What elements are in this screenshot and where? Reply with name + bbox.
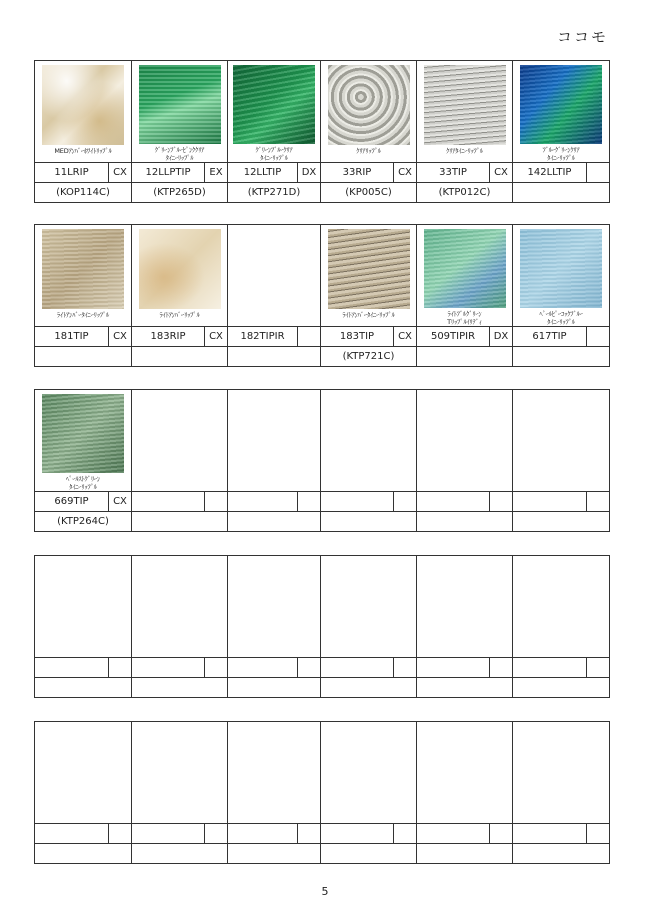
product-code: 669TIP [35, 492, 109, 511]
code-row [228, 491, 320, 511]
code-row [228, 823, 320, 843]
glass-swatch-light-amber-tiny [42, 229, 124, 309]
alt-code [417, 843, 512, 863]
swatch-name: ｸﾞﾘｰﾝﾌﾞﾙｰﾋﾟﾝｸｸﾘｱ ﾀｲﾆｰﾘｯﾌﾟﾙ [154, 146, 205, 162]
alt-code: (KTP721C) [321, 346, 416, 366]
product-code: 33TIP [417, 163, 490, 182]
alt-code [513, 182, 609, 202]
glass-swatch-light-bluegreen [424, 229, 506, 308]
alt-code [132, 677, 227, 697]
swatch-image-area [228, 61, 320, 162]
swatch-image-area [228, 556, 320, 657]
swatch-cell [132, 61, 228, 203]
code-row [132, 823, 227, 843]
code-row [321, 823, 416, 843]
swatch-image-area [321, 722, 416, 823]
swatch-cell [513, 556, 610, 698]
swatch-sheet [34, 60, 610, 203]
product-code [417, 658, 490, 677]
swatch-name: MEDｱﾝﾊﾞｰﾎﾜｲﾄﾘｯﾌﾟﾙ [54, 147, 112, 155]
swatch-name: ﾗｲﾄｱﾝﾊﾞｰﾘｯﾌﾟﾙ [159, 311, 200, 319]
code-row [228, 326, 320, 346]
grade-code [490, 658, 512, 677]
grade-code [205, 658, 227, 677]
product-code: 12LLTIP [228, 163, 298, 182]
code-row [417, 823, 512, 843]
swatch-cell [35, 722, 132, 864]
swatch-image-area [513, 225, 609, 326]
product-code [513, 492, 587, 511]
swatch-cell [132, 556, 228, 698]
alt-code: (KOP114C) [35, 182, 131, 202]
alt-code [417, 511, 512, 531]
alt-code [513, 346, 609, 366]
code-row [132, 326, 227, 346]
swatch-image-area [132, 722, 227, 823]
swatch-name: ﾍﾟｰﾙﾋﾟｰｺｯｸﾌﾞﾙｰ ﾀｲﾆｰﾘｯﾌﾟﾙ [539, 310, 583, 326]
grade-code [298, 658, 320, 677]
swatch-name: ﾌﾞﾙｰｸﾞﾘｰﾝｸﾘｱ ﾀｲﾆｰﾘｯﾌﾟﾙ [542, 146, 580, 162]
code-row [35, 326, 131, 346]
grade-code [109, 824, 131, 843]
swatch-cell [321, 390, 417, 532]
alt-code [132, 511, 227, 531]
code-row [513, 162, 609, 182]
product-code: 33RIP [321, 163, 394, 182]
code-row [35, 162, 131, 182]
grade-code [587, 824, 609, 843]
grade-code [205, 492, 227, 511]
code-row [228, 657, 320, 677]
grade-code: CX [209, 331, 223, 342]
product-code [228, 824, 298, 843]
swatch-cell [321, 61, 417, 203]
swatch-image-area [132, 556, 227, 657]
glass-swatch-blue-green [520, 65, 602, 144]
grade-code: CX [113, 496, 127, 507]
swatch-cell [35, 556, 132, 698]
alt-code [228, 843, 320, 863]
swatch-image-area [132, 390, 227, 491]
code-row [321, 162, 416, 182]
product-code [513, 824, 587, 843]
glass-swatch-pale-blue [520, 229, 602, 308]
swatch-cell [417, 390, 513, 532]
swatch-sheet [34, 721, 610, 864]
grade-code [587, 327, 609, 346]
grade-code [490, 492, 512, 511]
swatch-image-area [321, 225, 416, 326]
code-row [132, 657, 227, 677]
swatch-cell [321, 722, 417, 864]
grade-code [587, 163, 609, 182]
swatch-image-area [35, 722, 131, 823]
swatch-name: ｸﾘｱﾀｲﾆｰﾘｯﾌﾟﾙ [446, 147, 483, 155]
swatch-sheet [34, 389, 610, 532]
code-row [513, 491, 609, 511]
glass-swatch-green-pink [139, 65, 221, 144]
swatch-cell [228, 722, 321, 864]
swatch-cell [228, 556, 321, 698]
product-code: 12LLPTIP [132, 163, 205, 182]
alt-code [35, 843, 131, 863]
grade-code [298, 327, 320, 346]
product-code [35, 824, 109, 843]
product-code [321, 658, 394, 677]
swatch-image-area [417, 225, 512, 326]
alt-code: (KTP271D) [228, 182, 320, 202]
alt-code: (KTP264C) [35, 511, 131, 531]
product-code [321, 492, 394, 511]
glass-swatch-light-amber-tiny2 [328, 229, 410, 309]
swatch-cell [228, 390, 321, 532]
grade-code: CX [398, 331, 412, 342]
swatch-name: ﾗｲﾄｱﾝﾊﾞｰﾀｲﾆｰﾘｯﾌﾟﾙ [56, 311, 110, 319]
product-code: 617TIP [513, 327, 587, 346]
alt-code: (KTP012C) [417, 182, 512, 202]
code-row [417, 491, 512, 511]
alt-code [513, 511, 609, 531]
alt-code [417, 346, 512, 366]
page-number: 5 [321, 885, 329, 898]
product-code [35, 658, 109, 677]
swatch-image-area [35, 225, 131, 326]
code-row [513, 326, 609, 346]
swatch-image-area [417, 556, 512, 657]
grade-code [298, 824, 320, 843]
product-code [132, 658, 205, 677]
grade-code [109, 658, 131, 677]
product-code [228, 492, 298, 511]
grade-code: EX [209, 167, 223, 178]
product-code [132, 824, 205, 843]
grade-code [394, 824, 416, 843]
product-code: 181TIP [35, 327, 109, 346]
product-code [132, 492, 205, 511]
code-row [513, 823, 609, 843]
grade-code: CX [113, 167, 127, 178]
alt-code [228, 677, 320, 697]
product-code [228, 658, 298, 677]
swatch-image-area [513, 61, 609, 162]
code-row [35, 823, 131, 843]
alt-code [228, 511, 320, 531]
code-row [132, 491, 227, 511]
code-row [321, 657, 416, 677]
swatch-cell [417, 556, 513, 698]
swatch-image-area [35, 556, 131, 657]
swatch-image-area [513, 390, 609, 491]
swatch-name: ｸﾞﾘｰﾝﾌﾞﾙｰｸﾘｱ ﾀｲﾆｰﾘｯﾌﾟﾙ [255, 146, 293, 162]
swatch-cell [228, 225, 321, 367]
alt-code [228, 346, 320, 366]
swatch-cell [35, 61, 132, 203]
swatch-image-area [417, 390, 512, 491]
code-row [35, 657, 131, 677]
alt-code: (KTP265D) [132, 182, 227, 202]
alt-code [132, 843, 227, 863]
code-row [417, 162, 512, 182]
swatch-cell [417, 61, 513, 203]
code-row [321, 326, 416, 346]
swatch-cell [417, 722, 513, 864]
swatch-name: ﾍﾟｰﾙｽﾄｸﾞﾘｰﾝ ﾀｲﾆｰﾘｯﾌﾟﾙ [66, 475, 100, 491]
grade-code [587, 658, 609, 677]
glass-swatch-pale-green [42, 394, 124, 473]
glass-swatch-amber-white [42, 65, 124, 145]
alt-code [513, 677, 609, 697]
glass-swatch-clear-ripple [328, 65, 410, 145]
swatch-image-area [417, 722, 512, 823]
swatch-name: ﾗｲﾄｱﾝﾊﾞｰﾀｲﾆｰﾘｯﾌﾟﾙ [342, 311, 395, 319]
swatch-image-area [321, 390, 416, 491]
grade-code [394, 658, 416, 677]
grade-code [394, 492, 416, 511]
product-code: 142LLTIP [513, 163, 587, 182]
swatch-sheet [34, 555, 610, 698]
product-code [417, 824, 490, 843]
swatch-image-area [228, 722, 320, 823]
product-code: 509TIPIR [417, 327, 490, 346]
swatch-cell [35, 390, 132, 532]
swatch-cell [132, 390, 228, 532]
swatch-cell [417, 225, 513, 367]
swatch-image-area [132, 225, 227, 326]
swatch-sheet [34, 224, 610, 367]
swatch-cell [132, 722, 228, 864]
swatch-name: ｸﾘｱﾘｯﾌﾟﾙ [356, 147, 381, 155]
code-row [417, 657, 512, 677]
swatch-image-area [513, 722, 609, 823]
code-row [228, 162, 320, 182]
alt-code [321, 677, 416, 697]
grade-code: CX [113, 331, 127, 342]
alt-code [321, 511, 416, 531]
product-code [513, 658, 587, 677]
alt-code: (KP005C) [321, 182, 416, 202]
swatch-cell [35, 225, 132, 367]
product-code [321, 824, 394, 843]
alt-code [35, 346, 131, 366]
swatch-cell [321, 556, 417, 698]
alt-code [417, 677, 512, 697]
alt-code [132, 346, 227, 366]
swatch-image-area [35, 390, 131, 491]
alt-code [321, 843, 416, 863]
swatch-cell [513, 390, 610, 532]
swatch-image-area [417, 61, 512, 162]
swatch-image-area [321, 61, 416, 162]
swatch-image-area [513, 556, 609, 657]
product-code: 182TIPIR [228, 327, 298, 346]
product-code: 183TIP [321, 327, 394, 346]
grade-code [587, 492, 609, 511]
product-code [417, 492, 490, 511]
grade-code: DX [493, 331, 509, 342]
grade-code [490, 824, 512, 843]
swatch-cell [513, 61, 610, 203]
code-row [417, 326, 512, 346]
code-row [513, 657, 609, 677]
swatch-image-area [35, 61, 131, 162]
swatch-cell [513, 225, 610, 367]
grade-code: CX [494, 167, 508, 178]
swatch-name: ﾗｲﾄﾌﾞﾙｸﾞﾘｰﾝ Tﾘｯﾌﾟﾙｲﾘﾃﾞｨ [447, 310, 482, 326]
swatch-cell [132, 225, 228, 367]
glass-swatch-clear-tiny [424, 65, 506, 145]
alt-code [513, 843, 609, 863]
swatch-image-area [132, 61, 227, 162]
grade-code [298, 492, 320, 511]
grade-code [205, 824, 227, 843]
swatch-image-area [228, 225, 320, 326]
swatch-cell [513, 722, 610, 864]
grade-code: CX [398, 167, 412, 178]
brand-title: ココモ [556, 28, 608, 46]
product-code: 11LRIP [35, 163, 109, 182]
glass-swatch-light-amber-ripple [139, 229, 221, 309]
alt-code [35, 677, 131, 697]
code-row [321, 491, 416, 511]
code-row [132, 162, 227, 182]
code-row [35, 491, 131, 511]
swatch-cell [228, 61, 321, 203]
glass-swatch-green [233, 65, 315, 144]
swatch-image-area [228, 390, 320, 491]
swatch-image-area [321, 556, 416, 657]
grade-code: DX [301, 167, 317, 178]
swatch-cell [321, 225, 417, 367]
product-code: 183RIP [132, 327, 205, 346]
